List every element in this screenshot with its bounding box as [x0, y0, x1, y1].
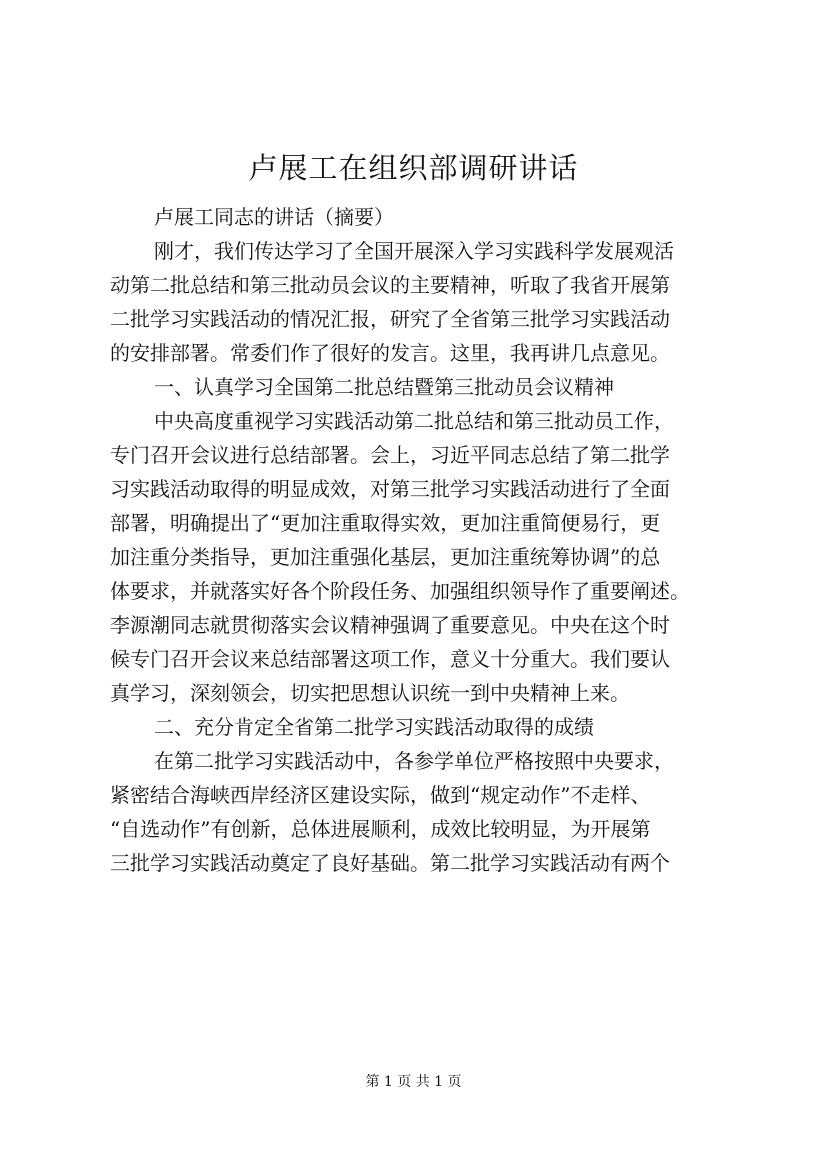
section-heading-2: 二、充分肯定全省第二批学习实践活动取得的成绩 — [154, 715, 594, 739]
paragraph-line: “自选动作”有创新，总体进展顺利，成效比较明显，为开展第 — [110, 817, 651, 841]
paragraph-line: 李源潮同志就贯彻落实会议精神强调了重要意见。中央在这个时 — [110, 613, 670, 637]
paragraph-line: 真学习，深刻领会，切实把思想认识统一到中央精神上来。 — [110, 681, 630, 705]
paragraph-line: 习实践活动取得的明显成效，对第三批学习实践活动进行了全面 — [110, 477, 670, 501]
paragraph-line: 中央高度重视学习实践活动第二批总结和第三批动员工作， — [154, 409, 674, 433]
paragraph-line: 二批学习实践活动的情况汇报，研究了全省第三批学习实践活动 — [110, 307, 670, 331]
document-body — [110, 200, 722, 880]
paragraph-line: 刚才，我们传达学习了全国开展深入学习实践科学发展观活 — [154, 239, 674, 263]
paragraph-line: 紧密结合海峡西岸经济区建设实际，做到“规定动作”不走样、 — [110, 783, 651, 807]
paragraph-line: 候专门召开会议来总结部署这项工作，意义十分重大。我们要认 — [110, 647, 670, 671]
paragraph-line: 的安排部署。常委们作了很好的发言。这里，我再讲几点意见。 — [110, 341, 670, 365]
document-title: 卢展工在组织部调研讲话 — [248, 151, 579, 185]
paragraph-line: 三批学习实践活动奠定了良好基础。第二批学习实践活动有两个 — [110, 851, 670, 875]
paragraph-line: 卢展工同志的讲话（摘要） — [154, 205, 394, 229]
paragraph-line: 在第二批学习实践活动中，各参学单位严格按照中央要求， — [154, 749, 674, 773]
paragraph-line: 体要求，并就落实好各个阶段任务、加强组织领导作了重要阐述。 — [110, 579, 690, 603]
paragraph-line: 专门召开会议进行总结部署。会上，习近平同志总结了第二批学 — [110, 443, 670, 467]
paragraph-line: 部署，明确提出了“更加注重取得实效，更加注重简便易行，更 — [110, 511, 661, 535]
paragraph-line: 动第二批总结和第三批动员会议的主要精神，听取了我省开展第 — [110, 273, 670, 297]
page-footer: 第 1 页 共 1 页 — [365, 1074, 462, 1090]
section-heading-1: 一、认真学习全国第二批总结暨第三批动员会议精神 — [154, 375, 614, 399]
paragraph-line: 加注重分类指导，更加注重强化基层，更加注重统筹协调”的总 — [110, 545, 661, 569]
